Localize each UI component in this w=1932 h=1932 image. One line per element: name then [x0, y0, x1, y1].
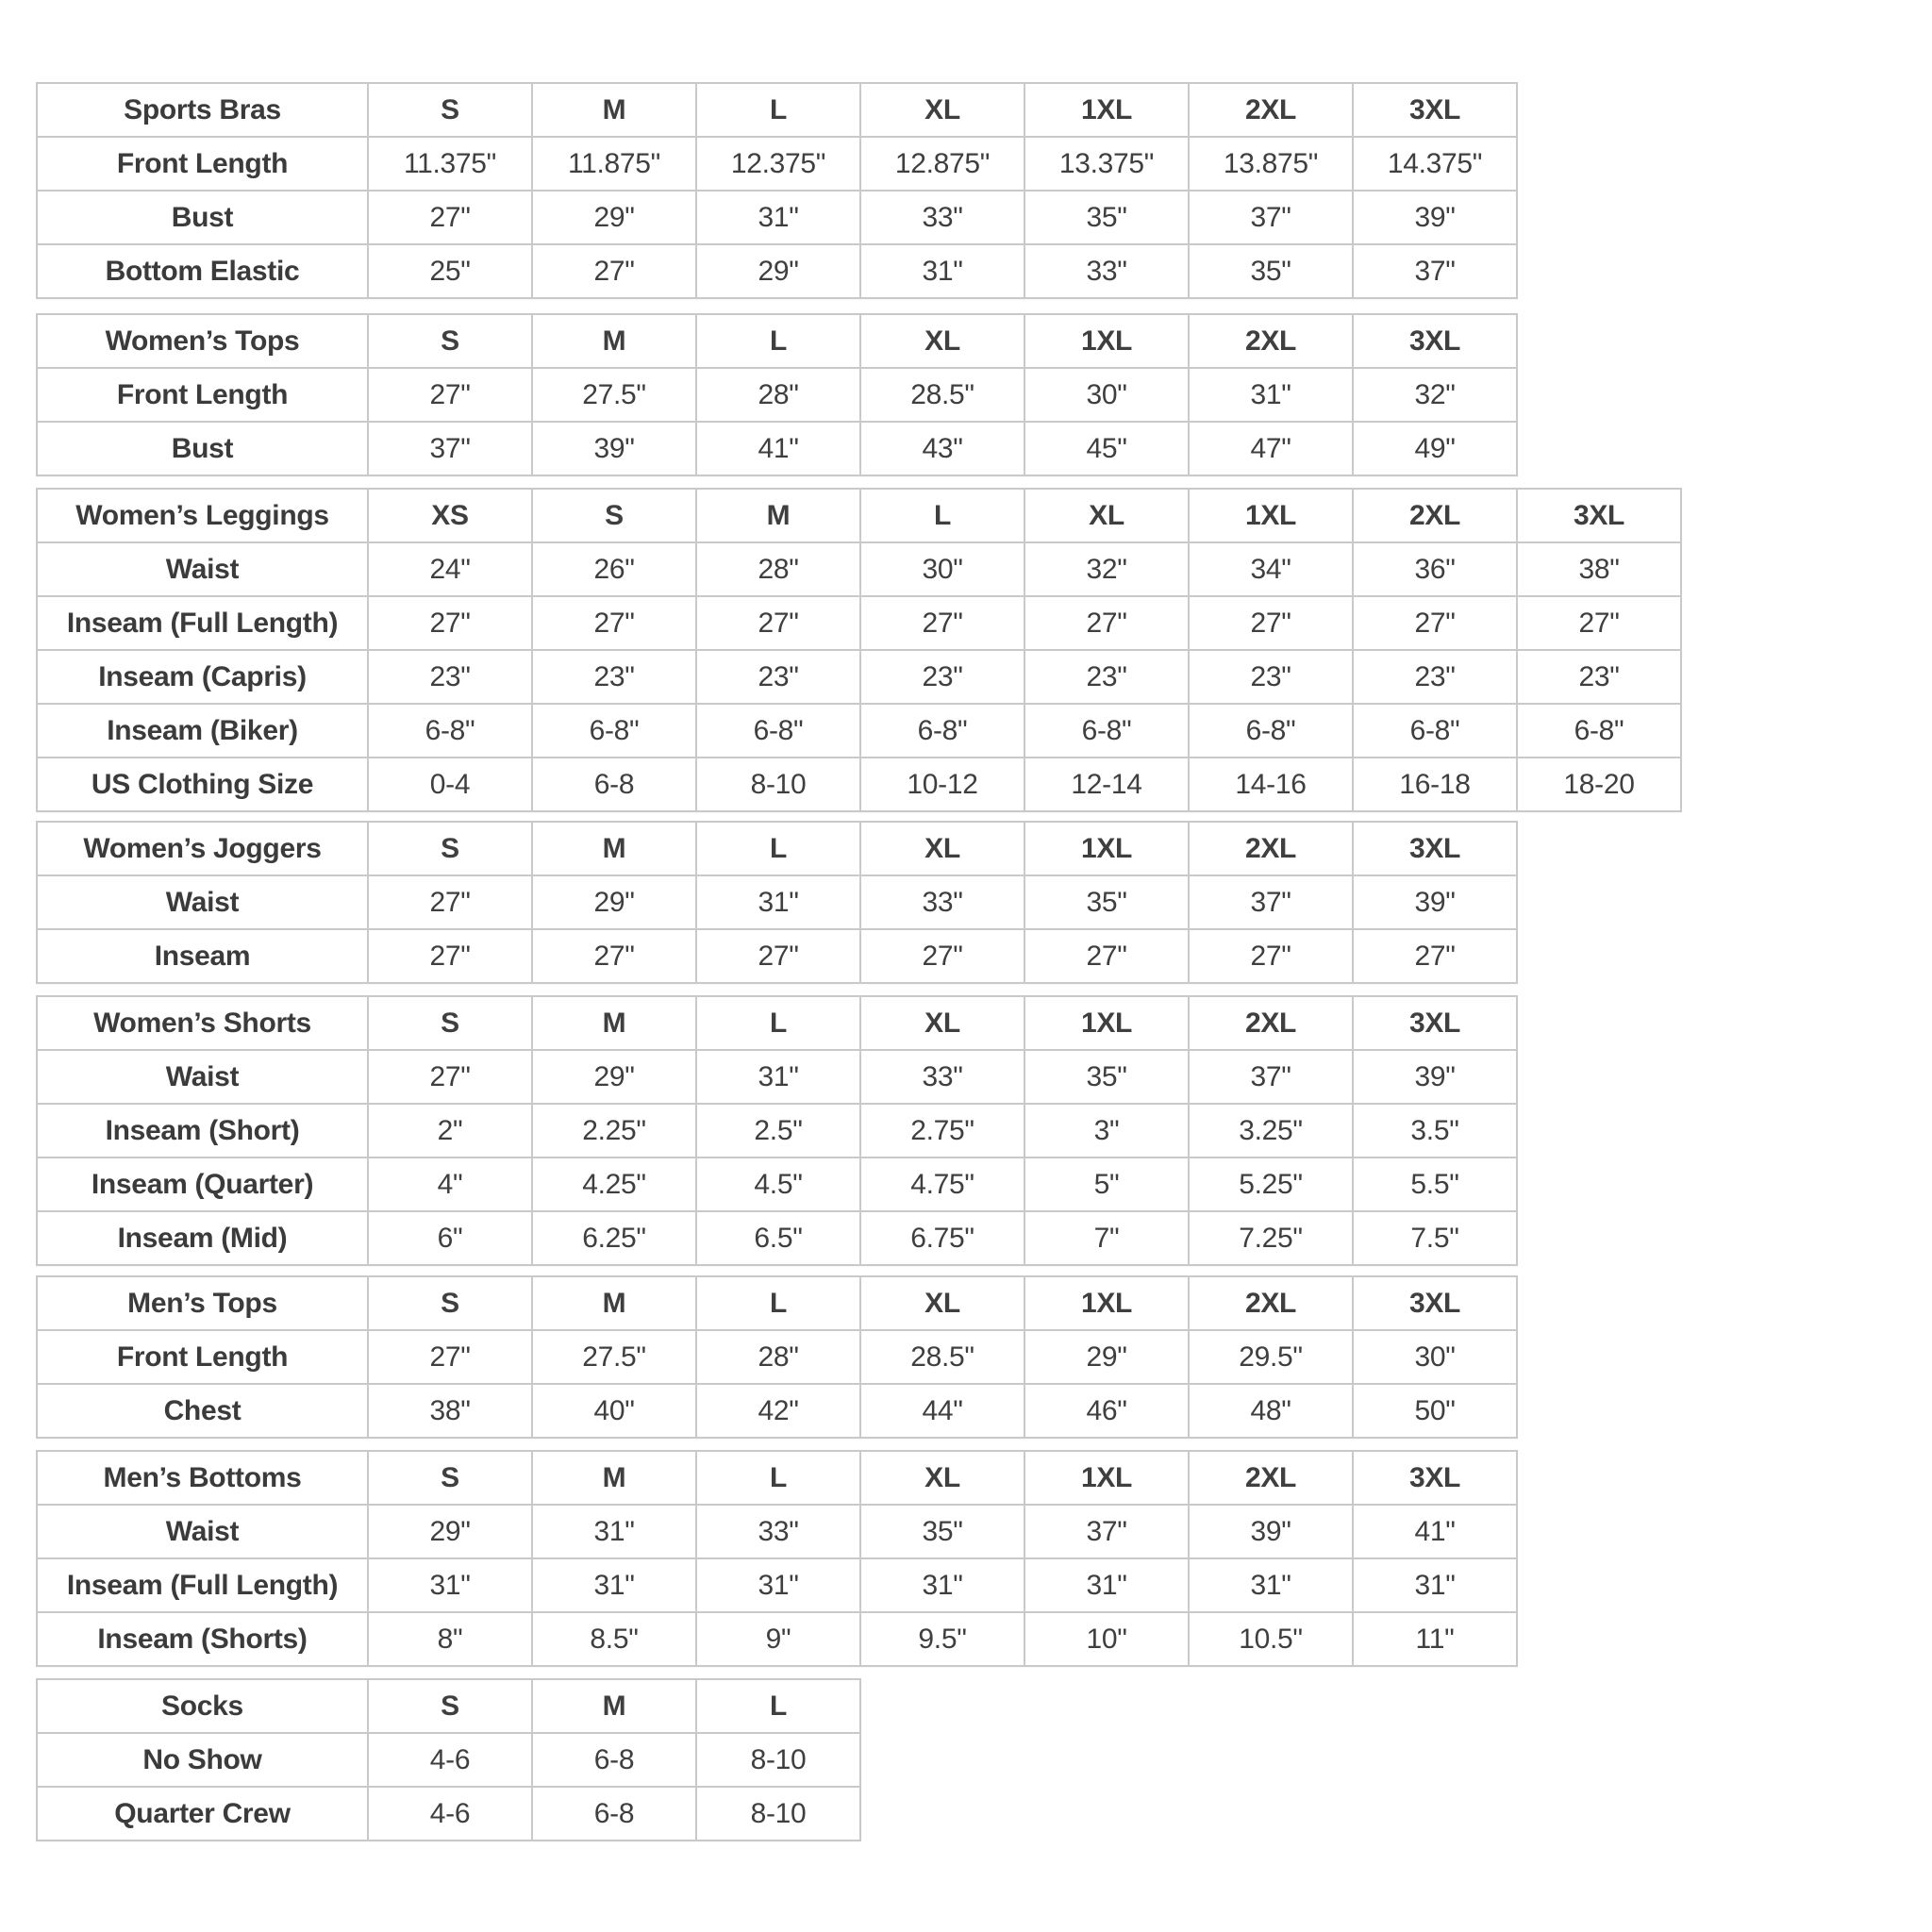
measurement-value-cell: 8-10 — [696, 1733, 860, 1787]
measurement-value-cell: 6-8" — [1353, 704, 1517, 758]
measurement-value-cell: 14-16 — [1189, 758, 1353, 811]
measurement-value-cell: 31" — [696, 1558, 860, 1612]
measurement-value-cell: 7.25" — [1189, 1211, 1353, 1265]
measurement-label-cell: Waist — [37, 542, 368, 596]
measurement-value-cell: 2.5" — [696, 1104, 860, 1158]
measurement-label-cell: Bottom Elastic — [37, 244, 368, 298]
table-row — [37, 244, 1517, 298]
measurement-value-cell: 47" — [1189, 422, 1353, 475]
size-header-cell: M — [532, 996, 696, 1050]
table-row — [37, 1330, 1517, 1384]
measurement-value-cell: 23" — [1024, 650, 1189, 704]
measurement-value-cell: 38" — [368, 1384, 532, 1438]
measurement-value-cell: 3.5" — [1353, 1104, 1517, 1158]
measurement-value-cell: 27" — [1517, 596, 1681, 650]
measurement-value-cell: 39" — [1189, 1505, 1353, 1558]
size-header-cell: 1XL — [1024, 314, 1189, 368]
measurement-value-cell: 31" — [1353, 1558, 1517, 1612]
measurement-value-cell: 6-8" — [1189, 704, 1353, 758]
measurement-value-cell: 31" — [1189, 368, 1353, 422]
measurement-value-cell: 29" — [368, 1505, 532, 1558]
table-row — [37, 650, 1681, 704]
measurement-value-cell: 37" — [368, 422, 532, 475]
size-header-cell: L — [696, 1679, 860, 1733]
measurement-value-cell: 30" — [1353, 1330, 1517, 1384]
size-header-cell: M — [532, 83, 696, 137]
measurement-value-cell: 6.5" — [696, 1211, 860, 1265]
measurement-value-cell: 37" — [1189, 1050, 1353, 1104]
measurement-value-cell: 38" — [1517, 542, 1681, 596]
measurement-value-cell: 27" — [1024, 929, 1189, 983]
measurement-value-cell: 5.5" — [1353, 1158, 1517, 1211]
size-header-cell: 3XL — [1353, 314, 1517, 368]
measurement-value-cell: 13.375" — [1024, 137, 1189, 191]
measurement-value-cell: 4.75" — [860, 1158, 1024, 1211]
size-header-cell: 2XL — [1189, 314, 1353, 368]
size-header-cell: XL — [860, 996, 1024, 1050]
measurement-value-cell: 5.25" — [1189, 1158, 1353, 1211]
measurement-value-cell: 12-14 — [1024, 758, 1189, 811]
measurement-value-cell: 6-8 — [532, 1733, 696, 1787]
measurement-value-cell: 6-8 — [532, 758, 696, 811]
size-header-cell: L — [696, 1451, 860, 1505]
measurement-value-cell: 27" — [696, 929, 860, 983]
table-row — [37, 758, 1681, 811]
measurement-value-cell: 3.25" — [1189, 1104, 1353, 1158]
measurement-value-cell: 29" — [532, 191, 696, 244]
measurement-value-cell: 31" — [532, 1505, 696, 1558]
measurement-value-cell: 8-10 — [696, 1787, 860, 1840]
measurement-value-cell: 31" — [1024, 1558, 1189, 1612]
table-row — [37, 1787, 860, 1840]
measurement-label-cell: Inseam (Full Length) — [37, 596, 368, 650]
measurement-value-cell: 11.875" — [532, 137, 696, 191]
measurement-value-cell: 12.875" — [860, 137, 1024, 191]
size-header-cell: 3XL — [1517, 489, 1681, 542]
measurement-value-cell: 37" — [1024, 1505, 1189, 1558]
table-title-cell: Women’s Tops — [37, 314, 368, 368]
measurement-value-cell: 50" — [1353, 1384, 1517, 1438]
measurement-value-cell: 3" — [1024, 1104, 1189, 1158]
measurement-value-cell: 27" — [532, 596, 696, 650]
size-header-cell: M — [532, 1276, 696, 1330]
measurement-value-cell: 31" — [1189, 1558, 1353, 1612]
table-row — [37, 422, 1517, 475]
measurement-value-cell: 4" — [368, 1158, 532, 1211]
size-header-cell: 2XL — [1189, 996, 1353, 1050]
measurement-value-cell: 27" — [1024, 596, 1189, 650]
table-row — [37, 1050, 1517, 1104]
measurement-value-cell: 27.5" — [532, 368, 696, 422]
measurement-value-cell: 0-4 — [368, 758, 532, 811]
measurement-value-cell: 4-6 — [368, 1787, 532, 1840]
table-header-row — [37, 1276, 1517, 1330]
size-header-cell: L — [696, 1276, 860, 1330]
measurement-label-cell: No Show — [37, 1733, 368, 1787]
measurement-value-cell: 6-8" — [1024, 704, 1189, 758]
measurement-value-cell: 31" — [696, 875, 860, 929]
table-row — [37, 1104, 1517, 1158]
measurement-label-cell: Waist — [37, 1505, 368, 1558]
measurement-value-cell: 36" — [1353, 542, 1517, 596]
measurement-value-cell: 26" — [532, 542, 696, 596]
measurement-value-cell: 27" — [1353, 929, 1517, 983]
measurement-value-cell: 10-12 — [860, 758, 1024, 811]
measurement-value-cell: 27" — [696, 596, 860, 650]
womens-leggings-table — [36, 488, 1682, 812]
socks-table — [36, 1678, 861, 1841]
measurement-value-cell: 27" — [532, 244, 696, 298]
size-header-cell: XL — [1024, 489, 1189, 542]
size-header-cell: M — [532, 1451, 696, 1505]
measurement-value-cell: 27" — [368, 368, 532, 422]
measurement-value-cell: 9" — [696, 1612, 860, 1666]
measurement-value-cell: 33" — [860, 1050, 1024, 1104]
size-header-cell: L — [696, 996, 860, 1050]
measurement-label-cell: Waist — [37, 1050, 368, 1104]
table-row — [37, 704, 1681, 758]
measurement-value-cell: 33" — [696, 1505, 860, 1558]
table-header-row — [37, 489, 1681, 542]
size-header-cell: 2XL — [1353, 489, 1517, 542]
measurement-value-cell: 12.375" — [696, 137, 860, 191]
measurement-value-cell: 4.5" — [696, 1158, 860, 1211]
table-title-cell: Women’s Leggings — [37, 489, 368, 542]
measurement-label-cell: Inseam (Biker) — [37, 704, 368, 758]
size-header-cell: 1XL — [1189, 489, 1353, 542]
table-row — [37, 1612, 1517, 1666]
measurement-value-cell: 6-8" — [696, 704, 860, 758]
table-row — [37, 1211, 1517, 1265]
measurement-label-cell: Inseam (Quarter) — [37, 1158, 368, 1211]
measurement-value-cell: 32" — [1024, 542, 1189, 596]
mens-bottoms-table — [36, 1450, 1518, 1667]
size-header-cell: S — [368, 1276, 532, 1330]
table-row — [37, 542, 1681, 596]
table-row — [37, 191, 1517, 244]
measurement-value-cell: 6.25" — [532, 1211, 696, 1265]
measurement-value-cell: 27.5" — [532, 1330, 696, 1384]
sports-bras-table — [36, 82, 1518, 299]
table-header-row — [37, 83, 1517, 137]
measurement-value-cell: 30" — [860, 542, 1024, 596]
size-header-cell: 3XL — [1353, 83, 1517, 137]
measurement-value-cell: 4-6 — [368, 1733, 532, 1787]
measurement-value-cell: 27" — [368, 596, 532, 650]
measurement-value-cell: 28" — [696, 1330, 860, 1384]
measurement-value-cell: 28.5" — [860, 1330, 1024, 1384]
size-header-cell: L — [696, 83, 860, 137]
size-header-cell: S — [532, 489, 696, 542]
measurement-value-cell: 31" — [860, 244, 1024, 298]
measurement-value-cell: 2.25" — [532, 1104, 696, 1158]
size-header-cell: 1XL — [1024, 822, 1189, 875]
size-header-cell: 1XL — [1024, 83, 1189, 137]
measurement-label-cell: Chest — [37, 1384, 368, 1438]
table-title-cell: Sports Bras — [37, 83, 368, 137]
mens-tops-table — [36, 1275, 1518, 1439]
table-header-row — [37, 822, 1517, 875]
measurement-label-cell: Inseam (Mid) — [37, 1211, 368, 1265]
measurement-value-cell: 35" — [860, 1505, 1024, 1558]
measurement-value-cell: 2.75" — [860, 1104, 1024, 1158]
table-title-cell: Men’s Bottoms — [37, 1451, 368, 1505]
measurement-value-cell: 23" — [532, 650, 696, 704]
measurement-value-cell: 31" — [532, 1558, 696, 1612]
size-header-cell: XL — [860, 822, 1024, 875]
measurement-value-cell: 5" — [1024, 1158, 1189, 1211]
table-header-row — [37, 1679, 860, 1733]
measurement-value-cell: 7" — [1024, 1211, 1189, 1265]
measurement-label-cell: Waist — [37, 875, 368, 929]
measurement-value-cell: 27" — [860, 596, 1024, 650]
table-row — [37, 1384, 1517, 1438]
table-row — [37, 1505, 1517, 1558]
measurement-value-cell: 28.5" — [860, 368, 1024, 422]
measurement-value-cell: 46" — [1024, 1384, 1189, 1438]
size-header-cell: S — [368, 822, 532, 875]
table-title-cell: Women’s Shorts — [37, 996, 368, 1050]
measurement-label-cell: US Clothing Size — [37, 758, 368, 811]
measurement-value-cell: 31" — [696, 1050, 860, 1104]
measurement-value-cell: 23" — [1189, 650, 1353, 704]
measurement-value-cell: 34" — [1189, 542, 1353, 596]
size-header-cell: L — [860, 489, 1024, 542]
measurement-value-cell: 6" — [368, 1211, 532, 1265]
womens-tops-table — [36, 313, 1518, 476]
measurement-value-cell: 4.25" — [532, 1158, 696, 1211]
measurement-value-cell: 29" — [1024, 1330, 1189, 1384]
measurement-value-cell: 27" — [368, 875, 532, 929]
measurement-label-cell: Inseam — [37, 929, 368, 983]
table-row — [37, 368, 1517, 422]
measurement-label-cell: Bust — [37, 191, 368, 244]
size-header-cell: 3XL — [1353, 822, 1517, 875]
measurement-value-cell: 37" — [1189, 191, 1353, 244]
table-row — [37, 1733, 860, 1787]
size-header-cell: 1XL — [1024, 1276, 1189, 1330]
size-header-cell: S — [368, 1451, 532, 1505]
table-title-cell: Women’s Joggers — [37, 822, 368, 875]
measurement-value-cell: 14.375" — [1353, 137, 1517, 191]
measurement-value-cell: 23" — [1353, 650, 1517, 704]
measurement-value-cell: 29" — [532, 1050, 696, 1104]
measurement-value-cell: 6.75" — [860, 1211, 1024, 1265]
size-header-cell: 2XL — [1189, 1451, 1353, 1505]
size-header-cell: S — [368, 1679, 532, 1733]
measurement-value-cell: 2" — [368, 1104, 532, 1158]
size-header-cell: 2XL — [1189, 83, 1353, 137]
measurement-value-cell: 6-8" — [1517, 704, 1681, 758]
size-header-cell: L — [696, 822, 860, 875]
size-header-cell: S — [368, 83, 532, 137]
size-header-cell: 3XL — [1353, 1451, 1517, 1505]
measurement-value-cell: 10.5" — [1189, 1612, 1353, 1666]
measurement-label-cell: Quarter Crew — [37, 1787, 368, 1840]
table-row — [37, 1158, 1517, 1211]
measurement-value-cell: 33" — [1024, 244, 1189, 298]
measurement-value-cell: 27" — [368, 929, 532, 983]
size-header-cell: L — [696, 314, 860, 368]
measurement-label-cell: Front Length — [37, 368, 368, 422]
size-header-cell: S — [368, 314, 532, 368]
measurement-value-cell: 35" — [1024, 875, 1189, 929]
measurement-value-cell: 27" — [368, 191, 532, 244]
table-row — [37, 137, 1517, 191]
measurement-value-cell: 29" — [532, 875, 696, 929]
measurement-value-cell: 31" — [368, 1558, 532, 1612]
size-header-cell: 3XL — [1353, 1276, 1517, 1330]
measurement-value-cell: 35" — [1189, 244, 1353, 298]
table-row — [37, 596, 1681, 650]
measurement-value-cell: 35" — [1024, 1050, 1189, 1104]
measurement-value-cell: 8.5" — [532, 1612, 696, 1666]
size-header-cell: XS — [368, 489, 532, 542]
size-header-cell: XL — [860, 1451, 1024, 1505]
measurement-value-cell: 48" — [1189, 1384, 1353, 1438]
size-header-cell: S — [368, 996, 532, 1050]
measurement-label-cell: Inseam (Short) — [37, 1104, 368, 1158]
measurement-value-cell: 33" — [860, 191, 1024, 244]
measurement-value-cell: 42" — [696, 1384, 860, 1438]
measurement-value-cell: 23" — [860, 650, 1024, 704]
measurement-label-cell: Inseam (Shorts) — [37, 1612, 368, 1666]
measurement-value-cell: 35" — [1024, 191, 1189, 244]
measurement-value-cell: 40" — [532, 1384, 696, 1438]
measurement-value-cell: 29.5" — [1189, 1330, 1353, 1384]
measurement-value-cell: 18-20 — [1517, 758, 1681, 811]
measurement-value-cell: 8" — [368, 1612, 532, 1666]
measurement-value-cell: 43" — [860, 422, 1024, 475]
measurement-value-cell: 25" — [368, 244, 532, 298]
measurement-value-cell: 28" — [696, 542, 860, 596]
measurement-value-cell: 27" — [1189, 929, 1353, 983]
measurement-label-cell: Front Length — [37, 1330, 368, 1384]
measurement-value-cell: 37" — [1189, 875, 1353, 929]
measurement-value-cell: 6-8 — [532, 1787, 696, 1840]
measurement-value-cell: 10" — [1024, 1612, 1189, 1666]
measurement-value-cell: 39" — [1353, 875, 1517, 929]
table-header-row — [37, 996, 1517, 1050]
measurement-value-cell: 16-18 — [1353, 758, 1517, 811]
measurement-value-cell: 6-8" — [860, 704, 1024, 758]
table-row — [37, 929, 1517, 983]
measurement-value-cell: 41" — [696, 422, 860, 475]
size-header-cell: M — [696, 489, 860, 542]
measurement-value-cell: 13.875" — [1189, 137, 1353, 191]
size-header-cell: 3XL — [1353, 996, 1517, 1050]
size-header-cell: 2XL — [1189, 1276, 1353, 1330]
size-header-cell: M — [532, 1679, 696, 1733]
measurement-value-cell: 8-10 — [696, 758, 860, 811]
measurement-value-cell: 6-8" — [532, 704, 696, 758]
measurement-value-cell: 23" — [696, 650, 860, 704]
size-header-cell: M — [532, 822, 696, 875]
measurement-value-cell: 23" — [1517, 650, 1681, 704]
table-header-row — [37, 1451, 1517, 1505]
measurement-value-cell: 9.5" — [860, 1612, 1024, 1666]
measurement-value-cell: 41" — [1353, 1505, 1517, 1558]
table-title-cell: Men’s Tops — [37, 1276, 368, 1330]
measurement-value-cell: 27" — [860, 929, 1024, 983]
measurement-value-cell: 11" — [1353, 1612, 1517, 1666]
measurement-value-cell: 27" — [368, 1050, 532, 1104]
measurement-label-cell: Bust — [37, 422, 368, 475]
measurement-label-cell: Inseam (Full Length) — [37, 1558, 368, 1612]
size-header-cell: M — [532, 314, 696, 368]
measurement-value-cell: 29" — [696, 244, 860, 298]
measurement-value-cell: 32" — [1353, 368, 1517, 422]
measurement-value-cell: 11.375" — [368, 137, 532, 191]
measurement-value-cell: 27" — [1353, 596, 1517, 650]
measurement-value-cell: 37" — [1353, 244, 1517, 298]
measurement-value-cell: 30" — [1024, 368, 1189, 422]
measurement-value-cell: 49" — [1353, 422, 1517, 475]
womens-joggers-table — [36, 821, 1518, 984]
size-header-cell: 1XL — [1024, 1451, 1189, 1505]
measurement-value-cell: 27" — [532, 929, 696, 983]
measurement-value-cell: 24" — [368, 542, 532, 596]
measurement-value-cell: 28" — [696, 368, 860, 422]
womens-shorts-table — [36, 995, 1518, 1266]
measurement-value-cell: 27" — [368, 1330, 532, 1384]
measurement-value-cell: 7.5" — [1353, 1211, 1517, 1265]
table-header-row — [37, 314, 1517, 368]
table-row — [37, 875, 1517, 929]
size-header-cell: XL — [860, 83, 1024, 137]
measurement-value-cell: 33" — [860, 875, 1024, 929]
size-header-cell: XL — [860, 1276, 1024, 1330]
size-header-cell: 1XL — [1024, 996, 1189, 1050]
measurement-value-cell: 23" — [368, 650, 532, 704]
table-row — [37, 1558, 1517, 1612]
measurement-value-cell: 31" — [696, 191, 860, 244]
measurement-value-cell: 44" — [860, 1384, 1024, 1438]
measurement-value-cell: 6-8" — [368, 704, 532, 758]
size-header-cell: 2XL — [1189, 822, 1353, 875]
measurement-value-cell: 27" — [1189, 596, 1353, 650]
measurement-value-cell: 39" — [532, 422, 696, 475]
measurement-value-cell: 31" — [860, 1558, 1024, 1612]
measurement-value-cell: 45" — [1024, 422, 1189, 475]
size-header-cell: XL — [860, 314, 1024, 368]
measurement-label-cell: Inseam (Capris) — [37, 650, 368, 704]
measurement-label-cell: Front Length — [37, 137, 368, 191]
measurement-value-cell: 39" — [1353, 1050, 1517, 1104]
table-title-cell: Socks — [37, 1679, 368, 1733]
measurement-value-cell: 39" — [1353, 191, 1517, 244]
